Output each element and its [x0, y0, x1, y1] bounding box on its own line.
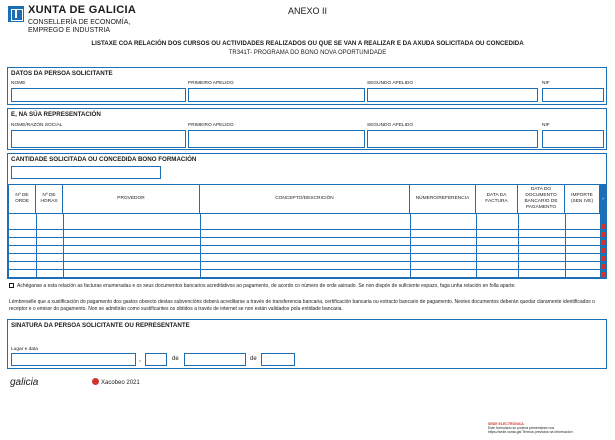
delete-row-icon[interactable]: [601, 264, 605, 269]
signature-section-title: SINATURA DA PERSOA SOLICITANTE OU REPRESENTANTE: [11, 322, 190, 329]
applicant-surname2-label: SEGUNDO APELIDO: [367, 81, 414, 86]
column-divider: [518, 214, 519, 278]
col-header-invoice-date: DATA DA FACTURA: [476, 184, 518, 214]
representative-nif-input[interactable]: [542, 130, 604, 148]
table-row[interactable]: [8, 222, 606, 230]
attachments-note: [9, 283, 606, 290]
annex-title: ANEXO II: [287, 6, 327, 16]
applicant-nif-label: NIF: [542, 81, 550, 86]
delete-row-icon[interactable]: [601, 248, 605, 253]
representative-surname2-input[interactable]: [367, 130, 538, 148]
payment-reminder-note: Lémbreselle que a xustificación do pagamento dos gastos obxecto destas subvencións deberá acreditarse a través de transferencia bancaria, certificación bancaria ou extracto bancario de pagamento. Nestes documentos deberán quedar claramente identificados o receptor e o emisor do pagamento. Non se admitirán como xustificantes os obtidos a través de internet se non están validados pola entidade bancaria.: [9, 299, 595, 312]
table-row[interactable]: [8, 262, 606, 270]
table-row[interactable]: [8, 238, 606, 246]
column-divider: [63, 214, 64, 278]
col-header-hours: Nº DE HORAS: [36, 184, 63, 214]
column-divider: [565, 214, 566, 278]
comma-separator: ,: [139, 356, 141, 363]
de-separator-2: de: [250, 356, 257, 362]
representative-nif-label: NIF: [542, 123, 550, 128]
table-row[interactable]: [8, 270, 606, 278]
applicant-surname1-label: PRIMEIRO APELIDO: [188, 81, 234, 86]
representative-surname2-label: SEGUNDO APELIDO: [367, 123, 414, 128]
representative-section-title: E, NA SÚA REPRESENTACIÓN: [11, 111, 101, 118]
delete-row-icon[interactable]: [601, 256, 605, 261]
place-input[interactable]: [11, 353, 136, 366]
table-row[interactable]: [8, 246, 606, 254]
applicant-section: [7, 67, 607, 105]
dept-line-2: EMPREGO E INDUSTRIA: [28, 27, 111, 34]
column-divider: [200, 214, 201, 278]
galicia-logo: galicia: [10, 377, 39, 388]
representative-name-input[interactable]: [11, 130, 186, 148]
delete-row-icon[interactable]: [601, 272, 605, 277]
col-header-concept: CONCEPTO/DESCRICIÓN: [200, 184, 410, 214]
applicant-name-input[interactable]: [11, 88, 186, 102]
applicant-section-title: DATOS DA PERSOA SOLICITANTE: [11, 70, 113, 77]
representative-surname1-input[interactable]: [188, 130, 365, 148]
de-separator-1: de: [172, 356, 179, 362]
sede-note-line-1: Este formulario só poderá presentarse nos: [488, 426, 555, 430]
representative-name-label: NOME/RAZÓN SOCIAL: [11, 123, 63, 128]
applicant-surname1-input[interactable]: [188, 88, 365, 102]
day-input[interactable]: [145, 353, 167, 366]
delete-row-icon[interactable]: [601, 224, 605, 229]
representative-surname1-label: PRIMEIRO APELIDO: [188, 123, 234, 128]
applicant-nif-input[interactable]: [542, 88, 604, 102]
xacobeo-emblem-icon: [92, 378, 99, 385]
col-header-amount: IMPORTE (SEN IVE): [565, 184, 600, 214]
applicant-name-label: NOME: [11, 81, 26, 86]
col-header-order: Nº DE ORDE: [8, 184, 36, 214]
sede-label: SEDE ELECTRÓNICA: [488, 422, 524, 426]
table-row[interactable]: [8, 254, 606, 262]
column-divider: [36, 214, 37, 278]
org-name: XUNTA DE GALICIA: [28, 4, 137, 16]
column-divider: [8, 184, 9, 278]
department: [28, 19, 178, 35]
add-row-button[interactable]: +: [601, 196, 605, 201]
table-row[interactable]: [8, 230, 606, 238]
col-header-payment-date: DATA DO DOCUMENTO BANCARIO DE PAGAMENTO: [518, 184, 565, 214]
amount-input[interactable]: [11, 166, 161, 179]
sede-note-line-2: https://sede.xunta.gal Termos previstos na información: [488, 430, 573, 435]
amount-section: [7, 153, 607, 279]
amount-section-title: CANTIDADE SOLICITADA OU CONCEDIDA BONO FORMACIÓN: [11, 156, 197, 163]
applicant-surname2-input[interactable]: [367, 88, 538, 102]
column-divider: [476, 214, 477, 278]
procedure-code: TR341T- PROGRAMA DO BONO NOVA OPORTUNIDADE: [228, 50, 387, 56]
attachments-note-text: Achéganse a esta relación as facturas enumeradas e os seus documentos bancarios acreditativos ao pagamento, de acordo co número de orde asinado. Se non dispón de suficiente espazo, faga unha relación en folla aparte.: [17, 283, 516, 289]
attachments-checkbox[interactable]: [9, 283, 14, 288]
list-title: LISTAXE COA RELACIÓN DOS CURSOS OU ACTIVIDADES REALIZADOS OU QUE SE VAN A REALIZAR E DA AXUDA SOLICITADA OU CONCEDIDA: [91, 40, 524, 47]
column-divider: [410, 214, 411, 278]
dept-line-1: CONSELLERÍA DE ECONOMÍA,: [28, 19, 131, 26]
year-input[interactable]: [261, 353, 295, 366]
form-header: [0, 0, 615, 60]
delete-row-icon[interactable]: [601, 232, 605, 237]
representative-section: [7, 108, 607, 150]
col-header-reference: NÚMERO/REFERENCIA: [410, 184, 476, 214]
place-date-label: Lugar e data: [11, 347, 38, 352]
month-input[interactable]: [184, 353, 246, 366]
signature-section: [7, 319, 607, 369]
xacobeo-text: Xacobeo 2021: [101, 380, 140, 386]
delete-row-icon[interactable]: [601, 240, 605, 245]
sede-note: [488, 426, 608, 434]
xacobeo-logo: [92, 378, 140, 386]
col-header-provider: PROVEDOR: [63, 184, 200, 214]
